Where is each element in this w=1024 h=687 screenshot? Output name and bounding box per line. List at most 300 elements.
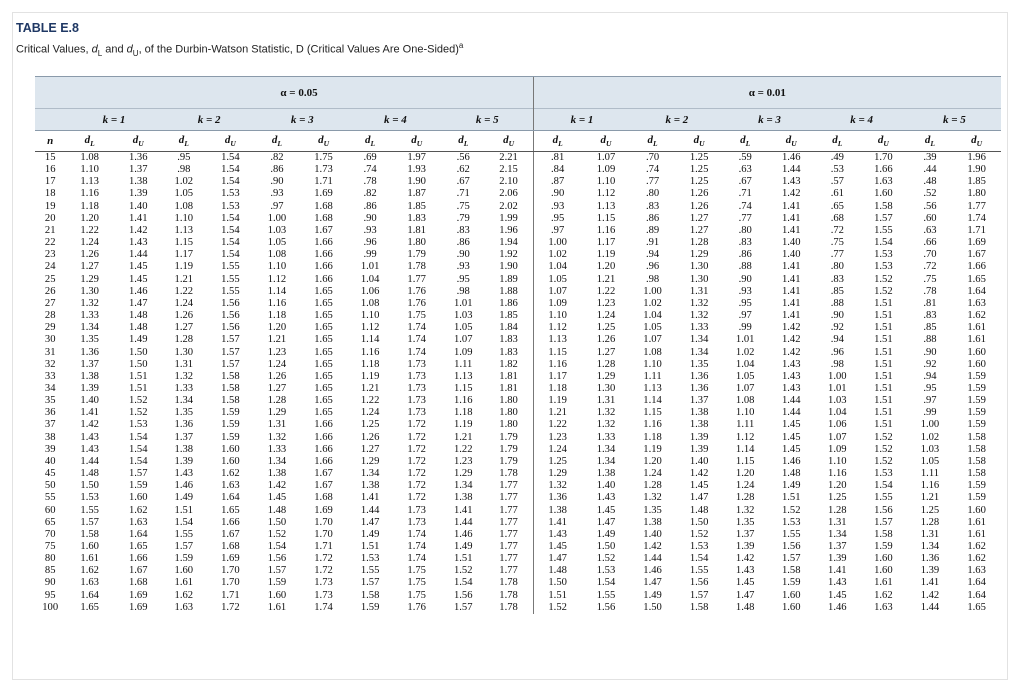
du-cell: 1.66 [314, 273, 333, 285]
du-cell: 1.50 [596, 541, 616, 552]
du-cell: 1.42 [128, 224, 148, 236]
dl-cell: .98 [645, 273, 660, 285]
dl-cell: 1.58 [80, 528, 99, 540]
du-cell: 1.67 [128, 565, 148, 577]
dl-symbol: d [271, 133, 278, 146]
dl-cell: 1.43 [828, 577, 847, 589]
du-cell: 1.25 [596, 322, 616, 334]
dl-cell: .98 [456, 285, 470, 297]
du-cell: 1.27 [689, 212, 709, 224]
n-cell: 28 [44, 310, 56, 322]
dl-subscript: L [463, 139, 469, 149]
k-header: k = 3 [723, 109, 815, 131]
n-cell: 29 [44, 322, 56, 334]
dl-cell: .68 [830, 212, 844, 224]
dl-cell: 1.49 [453, 541, 473, 552]
du-cell: 1.74 [407, 322, 426, 334]
n-cell: 20 [44, 212, 56, 224]
du-cell: 1.24 [596, 310, 616, 322]
dl-cell: .90 [533, 188, 582, 200]
caption-prefix: Critical Values, [16, 43, 92, 56]
dl-cell: 1.07 [533, 286, 582, 298]
du-cell: 1.63 [128, 516, 148, 528]
du-cell: 1.07 [596, 152, 616, 163]
dl-header [630, 131, 675, 152]
du-cell: 1.59 [221, 431, 240, 443]
dl-cell: 1.52 [267, 528, 287, 540]
dl-cell: 1.45 [828, 589, 847, 601]
du-cell: 1.58 [874, 200, 893, 212]
dl-cell: .95 [533, 213, 582, 225]
du-cell: 1.51 [128, 382, 148, 394]
dl-cell: 1.34 [174, 395, 194, 407]
dl-cell: 1.12 [533, 322, 582, 334]
du-cell: 1.80 [499, 395, 518, 407]
dl-cell: 1.00 [643, 285, 662, 297]
table-row [35, 359, 1001, 371]
du-cell: 1.37 [128, 164, 148, 176]
n-cell: 40 [44, 455, 56, 467]
table-row [35, 237, 1001, 249]
dl-cell: 1.42 [80, 419, 99, 431]
table-row [35, 164, 1001, 176]
du-cell: 1.60 [128, 492, 148, 504]
du-cell: 1.40 [781, 237, 801, 249]
du-cell: 1.59 [781, 577, 801, 589]
dl-cell: 1.46 [643, 565, 662, 577]
du-cell: 1.27 [689, 224, 709, 236]
du-cell: 1.73 [407, 382, 426, 394]
dl-cell: .61 [830, 188, 844, 200]
dl-cell: .80 [738, 224, 752, 236]
du-cell: 1.79 [499, 431, 518, 443]
du-cell: 1.73 [314, 589, 333, 601]
dl-cell: 1.10 [360, 310, 380, 322]
du-cell: 1.54 [128, 443, 148, 455]
du-cell: 1.70 [314, 516, 333, 528]
dl-cell: .86 [456, 237, 470, 249]
dl-cell: 1.34 [453, 480, 473, 492]
du-cell: 1.70 [221, 577, 240, 589]
dl-cell: 1.10 [643, 358, 662, 370]
dl-cell: 1.08 [174, 200, 194, 212]
du-cell: 1.55 [874, 224, 893, 236]
du-cell: 1.79 [499, 443, 518, 455]
du-cell: 1.74 [314, 601, 333, 613]
du-cell: 1.55 [874, 492, 893, 504]
du-cell: 1.94 [499, 237, 518, 249]
du-cell: 1.46 [781, 455, 801, 467]
dl-cell: .86 [270, 164, 284, 176]
dl-cell: .83 [738, 237, 752, 249]
n-cell: 30 [44, 334, 56, 346]
du-cell: 1.43 [781, 358, 801, 370]
dl-cell: 1.00 [533, 237, 582, 249]
du-cell: 1.54 [221, 224, 240, 236]
dl-cell: .95 [177, 152, 191, 163]
du-cell: 1.65 [314, 358, 333, 370]
n-cell: 100 [42, 601, 59, 613]
dl-cell: 1.20 [267, 322, 287, 334]
dl-cell: 1.28 [735, 492, 755, 504]
dl-cell: 1.49 [643, 589, 662, 601]
dl-cell: 1.40 [80, 395, 99, 407]
dl-cell: 1.25 [360, 419, 380, 431]
table-row [35, 492, 1001, 504]
du-cell: 1.31 [596, 395, 616, 407]
dl-cell: .74 [645, 164, 660, 176]
dl-cell: 1.24 [643, 468, 662, 480]
dl-cell: 1.05 [453, 322, 473, 334]
k-corner [35, 109, 65, 131]
dl-cell: 1.12 [360, 322, 380, 334]
du-header [582, 131, 631, 152]
du-cell: 1.85 [407, 200, 426, 212]
du-cell: 1.64 [128, 528, 148, 540]
du-cell: 1.66 [314, 443, 333, 455]
dl-cell: .83 [923, 310, 937, 322]
dl-cell: 1.62 [174, 589, 194, 601]
dl-cell: .65 [830, 200, 844, 212]
dl-cell: 1.54 [453, 577, 473, 589]
dl-header [442, 131, 485, 152]
table-row [35, 298, 1001, 310]
du-cell: 1.66 [221, 516, 240, 528]
dl-cell: 1.03 [920, 443, 940, 455]
du-cell: 1.26 [689, 200, 709, 212]
dl-cell: 1.51 [453, 553, 473, 565]
du-cell: 1.54 [874, 480, 893, 492]
dl-cell: 1.58 [360, 589, 380, 601]
dl-symbol: d [84, 133, 91, 146]
table-row [35, 505, 1001, 517]
du-cell: 1.63 [967, 297, 986, 309]
dl-cell: 1.19 [643, 443, 662, 455]
dl-cell: 1.32 [643, 492, 662, 504]
dl-cell: 1.53 [360, 553, 380, 565]
dl-cell: 1.59 [174, 553, 194, 565]
dl-cell: 1.11 [736, 419, 755, 431]
du-cell: 1.54 [221, 212, 240, 224]
du-cell: 1.78 [407, 261, 426, 273]
du-cell: 1.47 [596, 516, 616, 528]
dl-cell: 1.01 [453, 297, 473, 309]
du-cell: 1.73 [314, 577, 333, 589]
du-symbol: d [600, 133, 607, 146]
table-row [35, 347, 1001, 359]
dl-cell: 1.44 [643, 553, 662, 565]
dl-cell: 1.28 [643, 480, 662, 492]
du-cell: 1.44 [781, 407, 801, 419]
du-cell: 1.80 [407, 237, 426, 249]
dl-cell: 1.04 [643, 310, 662, 322]
dl-cell: 1.05 [735, 370, 755, 382]
dl-cell: 1.50 [643, 601, 662, 613]
dl-cell: 1.20 [643, 455, 662, 467]
dl-cell: 1.24 [360, 407, 380, 419]
dl-cell: .52 [923, 188, 937, 200]
dl-cell: 1.13 [174, 224, 194, 236]
dl-cell: .75 [923, 273, 937, 285]
du-cell: 1.65 [314, 322, 333, 334]
dl-cell: .98 [177, 164, 191, 176]
du-cell: 1.60 [221, 455, 240, 467]
du-cell: 1.87 [407, 188, 426, 200]
du-cell: 1.62 [967, 553, 986, 565]
n-cell: 23 [44, 249, 56, 261]
du-cell: 1.37 [689, 395, 709, 407]
du-cell: 1.65 [314, 407, 333, 419]
dl-cell: 1.22 [360, 395, 380, 407]
du-cell: 1.64 [967, 589, 986, 601]
dl-cell: 1.25 [920, 504, 940, 516]
du-cell: 1.52 [874, 431, 893, 443]
du-cell: 1.45 [781, 431, 801, 443]
dl-cell: 1.40 [643, 528, 662, 540]
table-row [35, 529, 1001, 541]
du-cell: 1.44 [781, 395, 801, 407]
du-cell: 1.53 [596, 565, 616, 577]
dl-cell: 1.34 [80, 322, 99, 334]
table-row [35, 322, 1001, 334]
du-subscript: U [230, 139, 236, 149]
caption-suffix: , of the Durbin-Watson Statistic, D (Critical Values Are One-Sided) [138, 43, 459, 56]
du-cell: 1.72 [314, 553, 333, 565]
du-cell: 1.45 [596, 504, 616, 516]
dl-cell: 1.39 [920, 565, 940, 577]
du-cell: 1.52 [689, 528, 709, 540]
du-cell: 1.69 [314, 504, 333, 516]
dl-cell: 1.12 [267, 273, 287, 285]
dl-cell: .90 [270, 176, 284, 188]
du-cell: 1.54 [596, 577, 616, 589]
dl-cell: 1.39 [174, 455, 194, 467]
n-cell: 37 [44, 419, 56, 431]
dl-cell: 1.28 [920, 516, 940, 528]
n-cell: 95 [44, 589, 56, 601]
du-cell: 1.66 [874, 164, 893, 176]
du-cell: 1.59 [221, 407, 240, 419]
dl-cell: .82 [270, 152, 284, 163]
dl-cell: 1.37 [828, 541, 847, 552]
dl-cell: 1.17 [533, 371, 582, 383]
du-cell: 1.52 [874, 285, 893, 297]
dl-cell: .49 [830, 152, 844, 163]
dl-cell: 1.08 [643, 346, 662, 358]
dl-cell: 1.57 [453, 601, 473, 613]
dl-cell: .95 [923, 382, 937, 394]
du-cell: 1.67 [314, 480, 333, 492]
du-cell: 1.53 [689, 541, 709, 552]
dl-header [908, 131, 953, 152]
du-cell: 1.53 [221, 188, 240, 200]
du-cell: 1.79 [499, 455, 518, 467]
k-header: k = 1 [533, 109, 630, 131]
dl-cell: 1.28 [267, 395, 287, 407]
du-cell: 1.57 [874, 212, 893, 224]
dl-cell: 1.32 [735, 504, 755, 516]
dl-cell: 1.44 [80, 455, 99, 467]
dl-cell: .81 [923, 297, 937, 309]
du-cell: 1.63 [874, 601, 893, 613]
dl-cell: 1.14 [735, 443, 755, 455]
du-cell: 1.77 [499, 541, 518, 552]
du-cell: 1.65 [221, 504, 240, 516]
dl-cell: 1.06 [828, 419, 847, 431]
dl-subscript: L [837, 139, 843, 149]
dl-cell: 1.34 [920, 541, 940, 552]
dl-cell: 1.38 [174, 443, 194, 455]
table-row [35, 480, 1001, 492]
du-cell: 1.78 [499, 589, 518, 601]
dl-cell: .56 [456, 152, 470, 163]
du-cell: 1.31 [689, 285, 709, 297]
dl-cell: 1.14 [643, 395, 662, 407]
n-cell: 17 [44, 176, 56, 188]
dl-cell: 1.45 [735, 577, 755, 589]
dl-cell: 1.35 [80, 334, 99, 346]
du-cell: 1.73 [407, 516, 426, 528]
dl-cell: 1.10 [80, 164, 99, 176]
du-cell: 1.25 [689, 176, 709, 188]
dl-subscript: L [930, 139, 935, 149]
dl-subscript: L [277, 139, 282, 149]
dl-cell: .88 [830, 297, 844, 309]
dl-cell: .97 [923, 395, 937, 407]
dl-cell: 1.04 [533, 261, 582, 273]
du-cell: 1.19 [596, 249, 616, 261]
alpha-header-005: α = 0.05 [65, 77, 533, 109]
dl-cell: 1.53 [80, 492, 99, 504]
table-row [35, 334, 1001, 346]
du-cell: 1.16 [596, 224, 616, 236]
du-cell: 1.69 [128, 601, 148, 613]
dl-cell: 1.01 [735, 334, 755, 346]
n-cell: 27 [44, 297, 56, 309]
du-cell: 1.38 [689, 419, 709, 431]
du-cell: 1.34 [596, 443, 616, 455]
du-cell: 1.60 [874, 553, 893, 565]
dl-cell: .81 [533, 152, 582, 165]
du-cell: 1.40 [781, 249, 801, 261]
du-cell: 1.92 [499, 249, 518, 261]
dl-cell: 1.18 [80, 200, 99, 212]
dl-cell: 1.21 [267, 334, 287, 346]
du-header [114, 131, 163, 152]
dl-cell: 1.63 [174, 601, 194, 613]
dl-cell: 1.37 [174, 431, 194, 443]
du-cell: 1.54 [128, 431, 148, 443]
du-cell: 1.51 [874, 346, 893, 358]
du-cell: 1.73 [407, 370, 426, 382]
table-row [35, 541, 1001, 553]
dl-cell: .94 [645, 249, 660, 261]
du-cell: 1.71 [314, 176, 333, 188]
du-cell: 1.63 [967, 565, 986, 577]
du-cell: 1.59 [221, 419, 240, 431]
dl-header [816, 131, 860, 152]
dl-cell: 1.15 [643, 407, 662, 419]
du-cell: 1.57 [221, 346, 240, 358]
dl-cell: 1.18 [360, 358, 380, 370]
du-cell: 1.86 [499, 297, 518, 309]
dl-cell: .85 [923, 322, 937, 334]
dl-cell: 1.61 [267, 601, 287, 613]
du-cell: 1.36 [689, 370, 709, 382]
dl-cell: 1.36 [920, 553, 940, 565]
dl-cell: 1.47 [360, 516, 380, 528]
dl-cell: .80 [645, 188, 660, 200]
du-cell: 1.56 [689, 577, 709, 589]
dl-cell: 1.21 [920, 492, 940, 504]
du-cell: 1.46 [781, 152, 801, 163]
table-row [35, 310, 1001, 322]
du-cell: 1.62 [221, 468, 240, 480]
du-cell: 1.55 [221, 285, 240, 297]
dl-cell: 1.16 [80, 188, 99, 200]
dl-cell: .97 [738, 310, 752, 322]
du-cell: 1.88 [499, 285, 518, 297]
dl-cell: 1.15 [174, 237, 194, 249]
du-header [298, 131, 349, 152]
n-cell: 65 [44, 516, 56, 528]
dl-cell: 1.24 [533, 444, 582, 456]
dl-cell: .93 [738, 285, 752, 297]
alpha-header-row [35, 77, 1001, 109]
dl-cell: 1.64 [80, 589, 99, 601]
du-cell: 1.51 [874, 407, 893, 419]
du-cell: 1.58 [967, 468, 986, 480]
du-cell: 1.55 [781, 528, 801, 540]
du-cell: 1.57 [781, 553, 801, 565]
table-row [35, 444, 1001, 456]
dl-cell: 1.09 [828, 443, 847, 455]
du-header [391, 131, 442, 152]
dl-cell: 1.16 [920, 480, 940, 492]
du-cell: 1.53 [128, 419, 148, 431]
du-cell: 1.40 [689, 455, 709, 467]
dl-cell: 1.41 [828, 565, 847, 577]
dl-cell: 1.24 [735, 480, 755, 492]
dl-cell: 1.00 [920, 419, 940, 431]
dl-cell: .78 [923, 285, 937, 297]
alpha-corner [35, 77, 65, 109]
du-cell: 1.42 [781, 188, 801, 200]
dl-cell: .86 [738, 249, 752, 261]
du-cell: 1.60 [967, 358, 986, 370]
dl-cell: 1.63 [80, 577, 99, 589]
dl-cell: 1.16 [533, 359, 582, 371]
n-cell: 31 [44, 346, 56, 358]
dl-cell: .84 [533, 164, 582, 176]
dl-cell: .75 [456, 200, 470, 212]
dl-cell: .77 [738, 212, 752, 224]
du-cell: 1.51 [874, 382, 893, 394]
dl-cell: .97 [533, 225, 582, 237]
du-cell: 1.74 [407, 528, 426, 540]
du-cell: 1.74 [407, 553, 426, 565]
dl-cell: .78 [363, 176, 377, 188]
du-cell: 1.56 [221, 297, 240, 309]
dl-cell: 1.31 [174, 358, 194, 370]
du-cell: 1.65 [314, 310, 333, 322]
dl-cell: 1.24 [174, 297, 194, 309]
du-cell: 1.58 [689, 601, 709, 613]
du-cell: 1.50 [128, 358, 148, 370]
n-cell: 33 [44, 370, 56, 382]
dl-cell: 1.34 [828, 528, 847, 540]
dl-cell: 1.23 [453, 455, 473, 467]
